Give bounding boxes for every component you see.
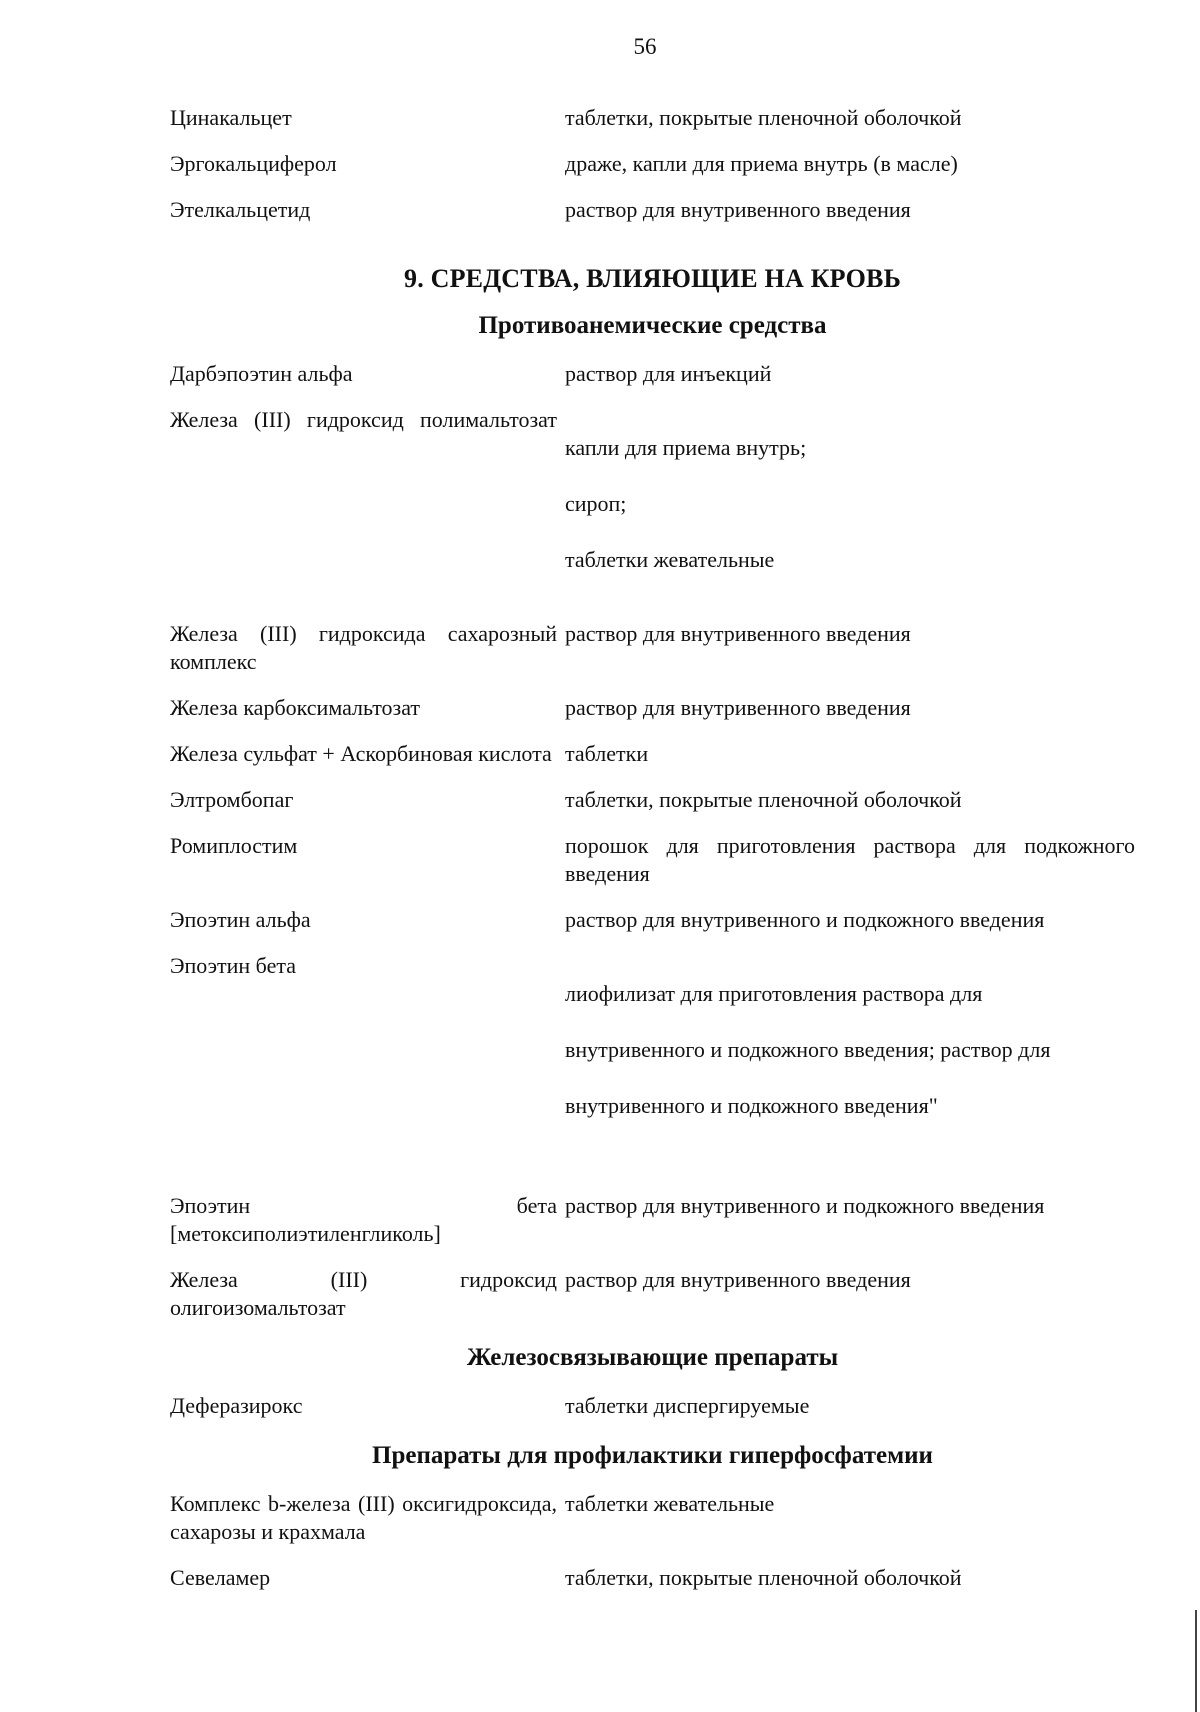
dosage-form: раствор для внутривенного и подкожного введения — [565, 907, 1045, 932]
drug-row — [170, 952, 1135, 1148]
drug-name: Железа (III) гидроксида сахарозный комплекс — [170, 621, 557, 674]
drug-row — [170, 620, 1135, 676]
drug-row — [170, 104, 1135, 132]
dosage-form: порошок для приготовления раствора для подкожного введения — [565, 833, 1135, 886]
dosage-form: таблетки, покрытые пленочной оболочкой — [565, 787, 962, 812]
drug-row — [170, 360, 1135, 388]
drug-row — [170, 406, 1135, 602]
drug-name: Ромиплостим — [170, 833, 298, 858]
drug-name: Эргокальциферол — [170, 151, 337, 176]
dosage-form-line: лиофилизат для приготовления раствора для — [565, 981, 983, 1006]
dosage-form-line: внутривенного и подкожного введения" — [565, 1093, 938, 1118]
drug-name: Железа (III) гидроксид олигоизомальтозат — [170, 1267, 557, 1320]
drug-name: Цинакальцет — [170, 105, 292, 130]
group-title-hyperphosphatemia: Препараты для профилактики гиперфосфатемии — [372, 1442, 933, 1469]
drug-row — [170, 1266, 1135, 1322]
drug-row — [170, 1490, 1135, 1546]
dosage-form — [565, 952, 1135, 1148]
drug-name: Этелкальцетид — [170, 197, 311, 222]
drug-name: Железа сульфат + Аскорбиновая кислота — [170, 741, 552, 766]
drug-name: Эпоэтин бета [метоксиполиэтиленгликоль] — [170, 1193, 557, 1246]
drug-name: Элтромбопаг — [170, 787, 294, 812]
drug-row — [170, 1564, 1135, 1592]
dosage-form: таблетки жевательные — [565, 1491, 775, 1516]
dosage-form: драже, капли для приема внутрь (в масле) — [565, 151, 958, 176]
drug-name: Эпоэтин альфа — [170, 907, 311, 932]
group-title-antianemic: Противоанемические средства — [478, 312, 827, 339]
dosage-form: раствор для внутривенного введения — [565, 197, 911, 222]
scan-edge-line — [1195, 1610, 1197, 1712]
dosage-form: раствор для внутривенного введения — [565, 1267, 911, 1292]
dosage-form: раствор для инъекций — [565, 361, 772, 386]
drug-row — [170, 1392, 1135, 1420]
drug-row — [170, 694, 1135, 722]
page-number: 56 — [633, 34, 657, 59]
dosage-form-line: капли для приема внутрь; — [565, 435, 807, 460]
section-title: 9. СРЕДСТВА, ВЛИЯЮЩИЕ НА КРОВЬ — [404, 264, 901, 293]
drug-name: Деферазирокс — [170, 1393, 303, 1418]
dosage-form: таблетки — [565, 741, 649, 766]
drug-row — [170, 740, 1135, 768]
drug-name: Железа карбоксимальтозат — [170, 695, 421, 720]
drug-row — [170, 196, 1135, 224]
drug-row — [170, 1192, 1135, 1248]
drug-row — [170, 150, 1135, 178]
group-title-ironbinding: Железосвязывающие препараты — [466, 1344, 839, 1371]
drug-name: Эпоэтин бета — [170, 953, 296, 978]
drug-name: Дарбэпоэтин альфа — [170, 361, 353, 386]
dosage-form: раствор для внутривенного введения — [565, 695, 911, 720]
drug-row — [170, 906, 1135, 934]
dosage-form-line: сироп; — [565, 491, 627, 516]
dosage-form-line: таблетки жевательные — [565, 547, 775, 572]
dosage-form: таблетки, покрытые пленочной оболочкой — [565, 1565, 962, 1590]
dosage-form: таблетки, покрытые пленочной оболочкой — [565, 105, 962, 130]
dosage-form: раствор для внутривенного и подкожного введения — [565, 1193, 1045, 1218]
drug-row — [170, 832, 1135, 888]
drug-row — [170, 786, 1135, 814]
dosage-form — [565, 406, 1135, 602]
drug-name: Севеламер — [170, 1565, 271, 1590]
dosage-form: раствор для внутривенного введения — [565, 621, 911, 646]
drug-name: Железа (III) гидроксид полимальтозат — [170, 407, 557, 432]
dosage-form-line: внутривенного и подкожного введения; раствор для — [565, 1037, 1051, 1062]
drug-name: Комплекс b-железа (III) оксигидроксида, сахарозы и крахмала — [170, 1491, 557, 1544]
drug-list — [170, 104, 1135, 1592]
dosage-form: таблетки диспергируемые — [565, 1393, 810, 1418]
